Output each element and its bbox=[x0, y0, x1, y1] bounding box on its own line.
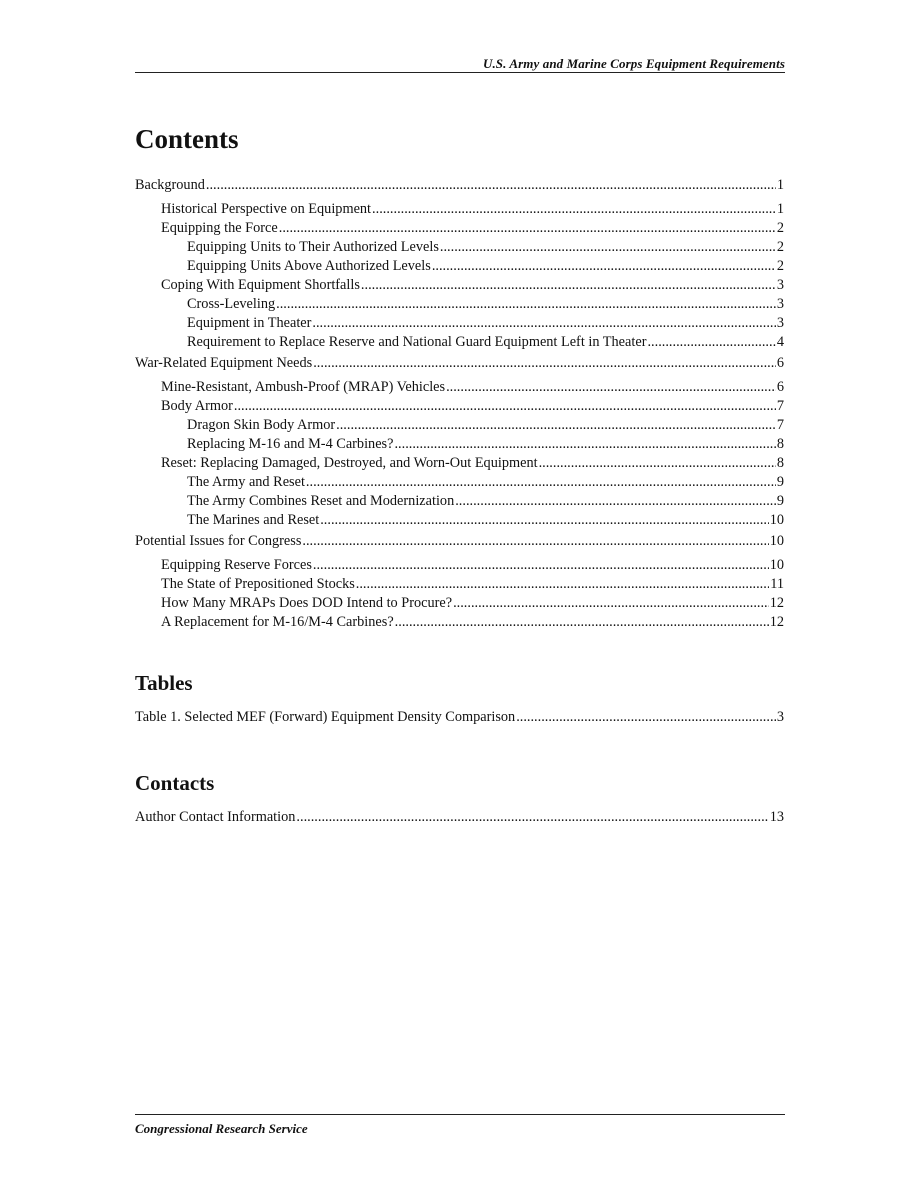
dot-leader bbox=[395, 613, 769, 632]
dot-leader bbox=[516, 708, 776, 727]
toc-entry-title: Replacing M-16 and M-4 Carbines? bbox=[187, 436, 394, 452]
toc-entry-page: 9 bbox=[776, 474, 784, 490]
toc-entry[interactable] bbox=[135, 708, 784, 727]
dot-leader bbox=[206, 176, 776, 195]
dot-leader bbox=[361, 276, 776, 295]
toc-entry[interactable] bbox=[135, 238, 784, 257]
toc-entry[interactable] bbox=[135, 808, 784, 827]
toc-entry-page: 1 bbox=[776, 177, 784, 193]
dot-leader bbox=[455, 492, 776, 511]
toc-entry[interactable] bbox=[135, 397, 784, 416]
dot-leader bbox=[276, 295, 776, 314]
contents-heading: Contents bbox=[135, 124, 239, 154]
toc-entry-title: Equipment in Theater bbox=[187, 315, 312, 331]
toc-entry[interactable] bbox=[135, 314, 784, 333]
toc-entry-title: The Army Combines Reset and Modernization bbox=[187, 493, 455, 509]
dot-leader bbox=[539, 454, 776, 473]
toc-entry-page: 6 bbox=[776, 379, 784, 395]
dot-leader bbox=[372, 200, 776, 219]
toc-entry-title: War-Related Equipment Needs bbox=[135, 355, 313, 371]
toc-entry-page: 7 bbox=[776, 398, 784, 414]
toc-entry-title: Table 1. Selected MEF (Forward) Equipment Density Comparison bbox=[135, 709, 516, 725]
toc-entry-page: 10 bbox=[769, 512, 784, 528]
toc-entry-title: Historical Perspective on Equipment bbox=[161, 201, 372, 217]
toc-entry-title: Mine-Resistant, Ambush-Proof (MRAP) Vehicles bbox=[161, 379, 446, 395]
toc-entry-title: Background bbox=[135, 177, 205, 193]
running-footer-text: Congressional Research Service bbox=[135, 1121, 308, 1136]
toc-entry-title: The State of Prepositioned Stocks bbox=[161, 576, 355, 592]
toc-entry-page: 8 bbox=[776, 455, 784, 471]
dot-leader bbox=[234, 397, 776, 416]
toc-entry-page: 9 bbox=[776, 493, 784, 509]
toc-entry-page: 6 bbox=[776, 355, 784, 371]
dot-leader bbox=[446, 378, 776, 397]
toc-entry[interactable] bbox=[135, 200, 784, 219]
toc-entry-page: 8 bbox=[776, 436, 784, 452]
toc-entry-title: Equipping the Force bbox=[161, 220, 278, 236]
toc-entry-title: A Replacement for M-16/M-4 Carbines? bbox=[161, 614, 394, 630]
toc-entry-page: 2 bbox=[776, 239, 784, 255]
toc-entry[interactable] bbox=[135, 354, 784, 373]
toc-entry[interactable] bbox=[135, 176, 784, 195]
toc-entry[interactable] bbox=[135, 257, 784, 276]
toc-entry-title: Body Armor bbox=[161, 398, 233, 414]
toc-entry[interactable] bbox=[135, 575, 784, 594]
contacts-heading: Contacts bbox=[135, 771, 215, 795]
dot-leader bbox=[394, 435, 775, 454]
toc-entry[interactable] bbox=[135, 556, 784, 575]
toc-entry-title: Coping With Equipment Shortfalls bbox=[161, 277, 360, 293]
toc-entry[interactable] bbox=[135, 219, 784, 238]
dot-leader bbox=[453, 594, 769, 613]
toc-entry[interactable] bbox=[135, 454, 784, 473]
toc-entry[interactable] bbox=[135, 276, 784, 295]
toc-entry-page: 10 bbox=[769, 533, 784, 549]
toc-entry-title: How Many MRAPs Does DOD Intend to Procure? bbox=[161, 595, 453, 611]
toc-entry-title: Equipping Units to Their Authorized Levels bbox=[187, 239, 439, 255]
dot-leader bbox=[647, 333, 775, 352]
toc-entry[interactable] bbox=[135, 416, 784, 435]
toc-entry-title: Potential Issues for Congress bbox=[135, 533, 302, 549]
dot-leader bbox=[440, 238, 776, 257]
toc-entry[interactable] bbox=[135, 295, 784, 314]
toc-entry-title: Dragon Skin Body Armor bbox=[187, 417, 336, 433]
toc-entry-page: 1 bbox=[776, 201, 784, 217]
toc-entry-title: Equipping Units Above Authorized Levels bbox=[187, 258, 431, 274]
dot-leader bbox=[312, 314, 775, 333]
running-footer bbox=[135, 1114, 785, 1136]
dot-leader bbox=[320, 511, 768, 530]
toc-entry-page: 3 bbox=[776, 277, 784, 293]
toc-entry-title: Cross-Leveling bbox=[187, 296, 276, 312]
toc-entry-page: 12 bbox=[769, 614, 784, 630]
dot-leader bbox=[313, 354, 776, 373]
toc-entry-page: 4 bbox=[776, 334, 784, 350]
toc-entry[interactable] bbox=[135, 473, 784, 492]
dot-leader bbox=[306, 473, 776, 492]
toc-entry[interactable] bbox=[135, 492, 784, 511]
dot-leader bbox=[279, 219, 776, 238]
toc-entry-page: 3 bbox=[776, 709, 784, 725]
toc-entry[interactable] bbox=[135, 435, 784, 454]
toc-entry[interactable] bbox=[135, 594, 784, 613]
toc-entry[interactable] bbox=[135, 511, 784, 530]
toc-entry-title: Reset: Replacing Damaged, Destroyed, and Worn-Out Equipment bbox=[161, 455, 538, 471]
toc-entry-page: 13 bbox=[769, 809, 784, 825]
toc-entry[interactable] bbox=[135, 613, 784, 632]
toc-entry[interactable] bbox=[135, 378, 784, 397]
toc-entry-page: 2 bbox=[776, 220, 784, 236]
dot-leader bbox=[302, 532, 768, 551]
dot-leader bbox=[313, 556, 769, 575]
toc-entry-page: 3 bbox=[776, 315, 784, 331]
toc-entry-page: 7 bbox=[776, 417, 784, 433]
toc-entry-title: The Marines and Reset bbox=[187, 512, 320, 528]
toc-entry-title: Author Contact Information bbox=[135, 809, 296, 825]
dot-leader bbox=[356, 575, 769, 594]
toc-entry-page: 12 bbox=[769, 595, 784, 611]
toc-entry-title: The Army and Reset bbox=[187, 474, 305, 490]
toc-entry-page: 3 bbox=[776, 296, 784, 312]
toc-entry-page: 10 bbox=[769, 557, 784, 573]
toc-entry-page: 2 bbox=[776, 258, 784, 274]
dot-leader bbox=[296, 808, 768, 827]
toc-entry[interactable] bbox=[135, 333, 784, 352]
toc-entry-title: Requirement to Replace Reserve and National Guard Equipment Left in Theater bbox=[187, 334, 647, 350]
running-header-title: U.S. Army and Marine Corps Equipment Requirements bbox=[482, 56, 785, 71]
toc-entry-title: Equipping Reserve Forces bbox=[161, 557, 312, 573]
toc-entry[interactable] bbox=[135, 532, 784, 551]
dot-leader bbox=[432, 257, 776, 276]
running-header bbox=[135, 52, 785, 73]
dot-leader bbox=[336, 416, 776, 435]
toc-entry-page: 11 bbox=[770, 576, 784, 592]
tables-heading: Tables bbox=[135, 671, 193, 695]
